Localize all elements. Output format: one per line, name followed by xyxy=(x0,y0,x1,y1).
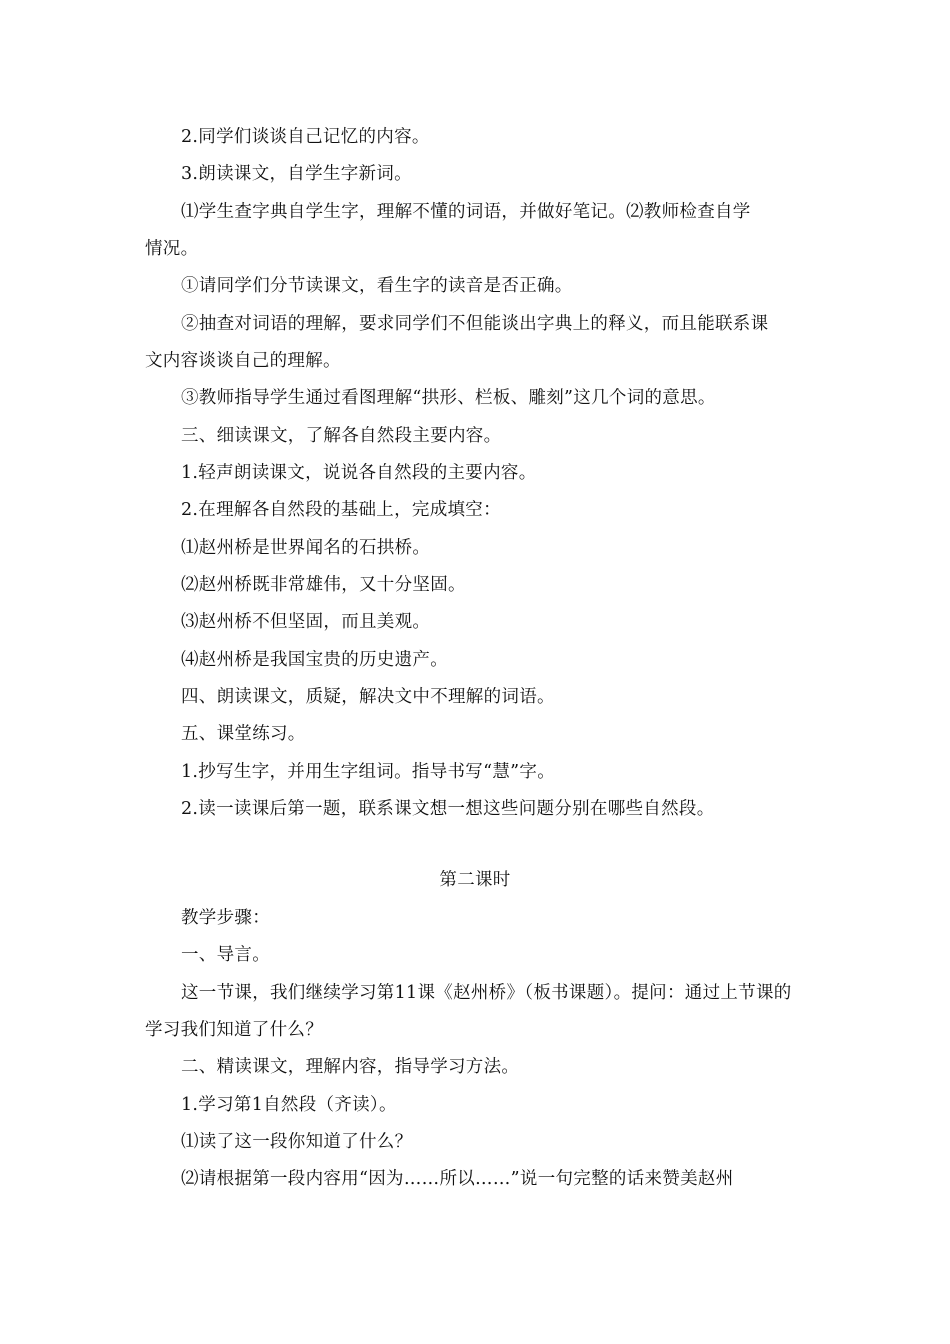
paragraph-line: ⑴赵州桥是世界闻名的石拱桥。 xyxy=(181,538,431,558)
paragraph-line: ①请同学们分节读课文，看生字的读音是否正确。 xyxy=(181,276,573,296)
paragraph-line: 二、精读课文，理解内容，指导学习方法。 xyxy=(181,1057,520,1077)
paragraph-line: ②抽查对词语的理解，要求同学们不但能谈出字典上的释义，而且能联系课 xyxy=(181,314,769,334)
paragraph-line: ⑶赵州桥不但坚固，而且美观。 xyxy=(181,612,431,632)
paragraph-line: 教学步骤： xyxy=(181,908,270,928)
paragraph-line: 这一节课，我们继续学习第11课《赵州桥》（板书课题）。提问：通过上节课的 xyxy=(181,983,792,1003)
paragraph-line: ⑴学生查字典自学生字，理解不懂的词语，并做好笔记。⑵教师检查自学 xyxy=(181,202,751,222)
paragraph-line: 一、导言。 xyxy=(181,945,270,965)
paragraph-line: 1.抄写生字，并用生字组词。指导书写“慧”字。 xyxy=(181,762,555,782)
paragraph-line: 3.朗读课文，自学生字新词。 xyxy=(181,164,412,184)
section-title: 第二课时 xyxy=(439,870,511,890)
paragraph-line: 1.学习第1自然段（齐读）。 xyxy=(181,1095,397,1115)
paragraph-line: 情况。 xyxy=(145,239,199,259)
paragraph-line: ⑷赵州桥是我国宝贵的历史遗产。 xyxy=(181,650,448,670)
paragraph-line: 三、细读课文，了解各自然段主要内容。 xyxy=(181,426,502,446)
paragraph-line: 1.轻声朗读课文，说说各自然段的主要内容。 xyxy=(181,463,537,483)
paragraph-line: 2.在理解各自然段的基础上，完成填空： xyxy=(181,500,501,520)
paragraph-line: 五、课堂练习。 xyxy=(181,724,306,744)
paragraph-line: 四、朗读课文，质疑，解决文中不理解的词语。 xyxy=(181,687,555,707)
paragraph-line: 学习我们知道了什么？ xyxy=(145,1020,323,1040)
paragraph-line: 2.同学们谈谈自己记忆的内容。 xyxy=(181,127,430,147)
paragraph-line: ⑵请根据第一段内容用“因为……所以……”说一句完整的话来赞美赵州 xyxy=(181,1169,734,1189)
paragraph-line: 2.读一读课后第一题，联系课文想一想这些问题分别在哪些自然段。 xyxy=(181,799,715,819)
paragraph-line: ⑵赵州桥既非常雄伟，又十分坚固。 xyxy=(181,575,466,595)
paragraph-line: 文内容谈谈自己的理解。 xyxy=(145,351,341,371)
paragraph-line: ③教师指导学生通过看图理解“拱形、栏板、雕刻”这几个词的意思。 xyxy=(181,388,716,408)
paragraph-line: ⑴读了这一段你知道了什么？ xyxy=(181,1132,413,1152)
